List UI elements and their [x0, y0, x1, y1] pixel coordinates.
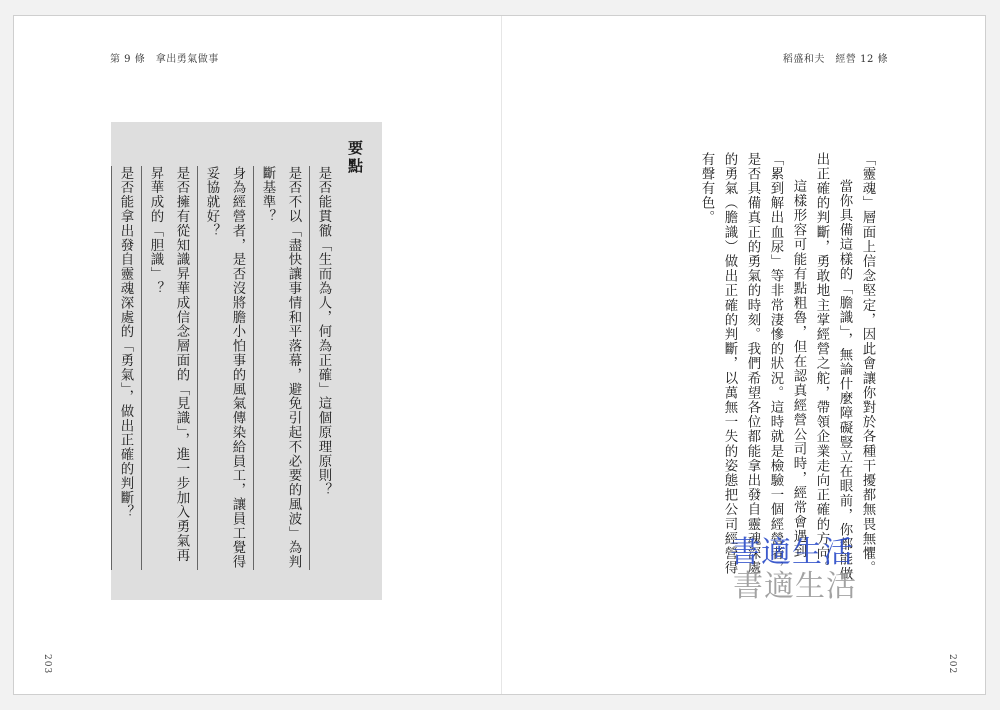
watermark-gray-text: 書適生活	[733, 569, 857, 604]
right-page-number: 202	[947, 653, 957, 674]
body-paragraph: 這樣形容可能有點粗魯，但在認真經營公司時，經常會遇到「累到解出血尿」等非常淒慘的狀況。這時就是檢驗一個經營者，是否具備真正的勇氣的時刻。我們希望各位都能拿出發自靈魂深處的勇氣（膽識）做出正確的判斷，以萬無一失的姿態把公司經營得有聲有色。	[699, 152, 806, 576]
body-paragraph: 「靈魂」層面上信念堅定，因此會讓你對於各種干擾都無畏無懼。	[860, 152, 875, 576]
key-points-list	[108, 166, 336, 570]
body-paragraph: 當你具備這樣的「膽識」，無論什麼障礙豎立在眼前，你都能做出正確的判斷，勇敢地主掌經營之舵，帶領企業走向正確的方向。	[814, 152, 852, 581]
body-text	[695, 152, 879, 582]
key-point-item: 是否能貫徹「生而為人，何為正確」這個原理原則？	[309, 166, 336, 570]
right-running-head: 稻盛和夫 經營 12 條	[782, 54, 888, 65]
book-spread	[13, 15, 986, 695]
left-page-number: 203	[42, 653, 52, 674]
key-point-item: 是否能拿出發自靈魂深處的「勇氣」，做出正確的判斷？	[111, 166, 138, 570]
left-running-head: 第 9 條 拿出勇氣做事	[110, 54, 219, 65]
key-point-item: 身為經營者，是否沒將膽小怕事的風氣傳染給員工，讓員工覺得妥協就好？	[197, 166, 250, 570]
key-point-item: 是否擁有從知識昇華成信念層面的「見識」，進一步加入勇氣再昇華成的「胆識」？	[141, 166, 194, 570]
key-points-title: 要點	[346, 140, 364, 176]
page-spine	[501, 16, 502, 694]
watermark-blue-text: 書適生活	[730, 535, 854, 570]
key-points-box	[111, 122, 382, 600]
key-point-item: 是否不以「盡快讓事情和平落幕，避免引起不必要的風波」為判斷基準？	[253, 166, 306, 570]
